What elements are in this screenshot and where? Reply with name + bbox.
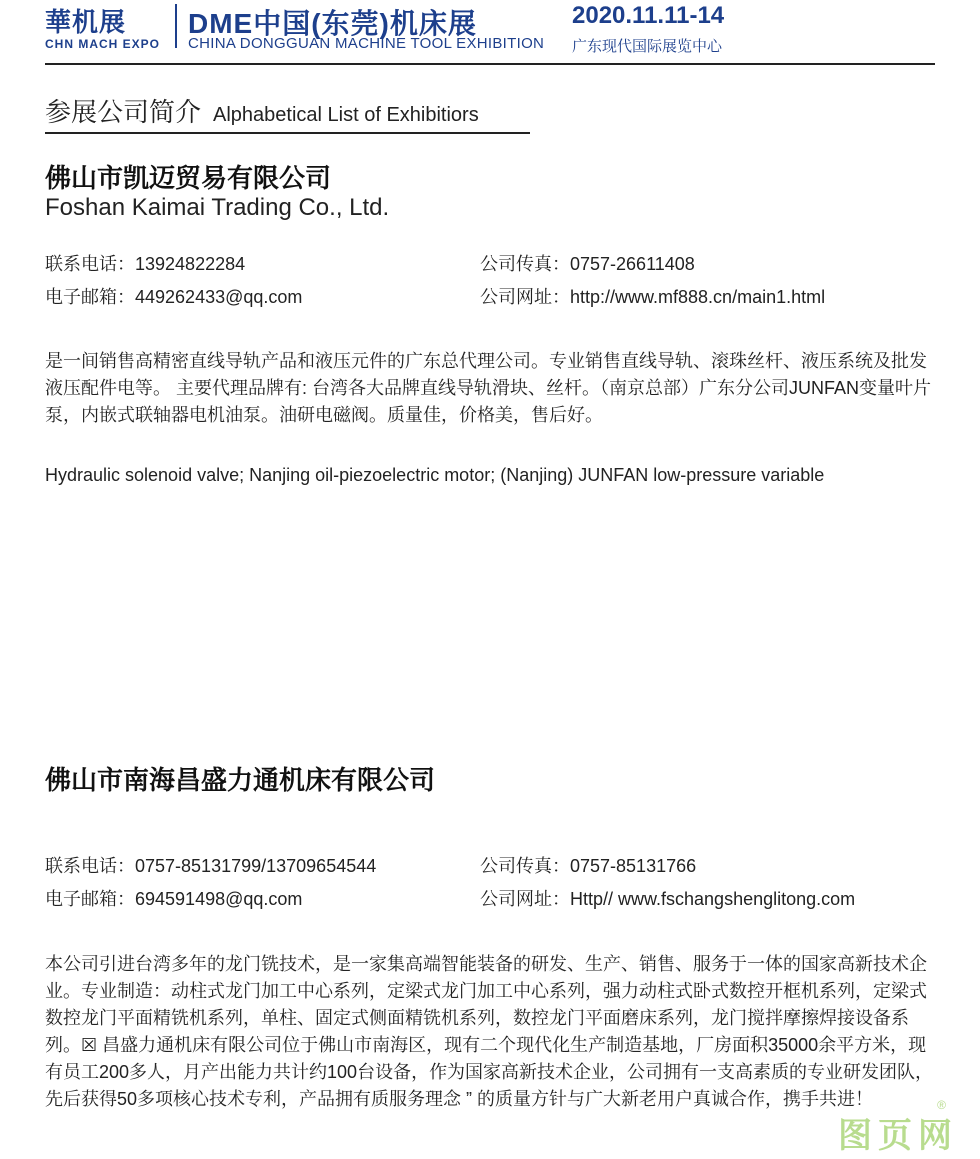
company-description-en bbox=[45, 462, 940, 489]
section-title-en: Alphabetical List of Exhibitiors bbox=[213, 104, 479, 126]
description-text-en: Hydraulic solenoid valve; Nanjing oil-piezoelectric motor; (Nanjing) JUNFAN low-pressure variable bbox=[45, 465, 825, 485]
expo-logo-en: CHN MACH EXPO bbox=[45, 37, 161, 51]
exhibition-date: 2020.11.11-14 bbox=[572, 2, 725, 29]
watermark-logo: 图页网 bbox=[838, 1117, 958, 1155]
company-name-cn: 佛山市南海昌盛力通机床有限公司 bbox=[45, 765, 436, 795]
company-phone: 联系电话：13924822284 bbox=[45, 254, 246, 274]
exhibition-title: DME中国(东莞)机床展 bbox=[188, 8, 477, 39]
description-text: 是一间销售高精密直线导轨产品和液压元件的广东总代理公司。专业销售直线导轨、滚珠丝杆、液压系统及批发液压配件电等。 主要代理品牌有: 台湾各大品牌直线导轨滑块、丝杆。（南京总部）广东分公司JUNFAN变量叶片泵，内嵌式联轴器电机油泵。油研电磁阀。质量佳，价格美，售后好。 bbox=[45, 351, 932, 425]
company-email[interactable]: 电子邮箱：449262433@qq.com bbox=[45, 287, 303, 307]
company-phone: 联系电话：0757-85131799/13709654544 bbox=[45, 856, 377, 876]
company-fax: 公司传真：0757-26611408 bbox=[480, 254, 695, 274]
company-description-cn bbox=[45, 348, 940, 429]
section-rule bbox=[45, 132, 530, 134]
section-title-cn: 参展公司简介 bbox=[45, 97, 202, 127]
company-description-cn bbox=[45, 951, 940, 1113]
registered-mark: ® bbox=[937, 1098, 946, 1112]
company-website[interactable]: 公司网址：http://www.mf888.cn/main1.html bbox=[480, 287, 826, 307]
exhibition-venue: 广东现代国际展览中心 bbox=[572, 38, 723, 55]
section-title bbox=[45, 92, 479, 129]
company-website[interactable]: 公司网址：Http// www.fschangshenglitong.com bbox=[480, 889, 856, 909]
exhibition-title-en: CHINA DONGGUAN MACHINE TOOL EXHIBITION bbox=[188, 35, 545, 52]
company-email[interactable]: 电子邮箱：694591498@qq.com bbox=[45, 889, 303, 909]
company-name-en: Foshan Kaimai Trading Co., Ltd. bbox=[45, 194, 390, 221]
header-divider bbox=[175, 4, 177, 48]
description-text: 本公司引进台湾多年的龙门铣技术，是一家集高端智能装备的研发、生产、销售、服务于一体的国家高新技术企业。专业制造：动柱式龙门加工中心系列，定梁式龙门加工中心系列，强力动柱式卧式数控开框机系列，定梁式数控龙门平面精铣机系列，单柱、固定式侧面精铣机系列，数控龙门平面磨床系列，龙门搅拌摩擦焊接设备系列。☒ 昌盛力通机床有限公司位于佛山市南海区，现有二个现代化生产制造基地，厂房面积35000余平方米，现有员工200多人，月产出能力共计约100台设备，作为国家高新技术企业，公司拥有一支高素质的专业研发团队，先后获得50多项核心技术专利，产品拥有质服务理念 ” 的质量方针与广大新老用户真诚合作，携手共进！ bbox=[45, 954, 934, 1109]
header-rule bbox=[45, 63, 935, 65]
company-name-cn: 佛山市凯迈贸易有限公司 bbox=[45, 163, 332, 193]
expo-logo-cn: 華机展 bbox=[45, 7, 127, 37]
company-fax: 公司传真：0757-85131766 bbox=[480, 856, 697, 876]
